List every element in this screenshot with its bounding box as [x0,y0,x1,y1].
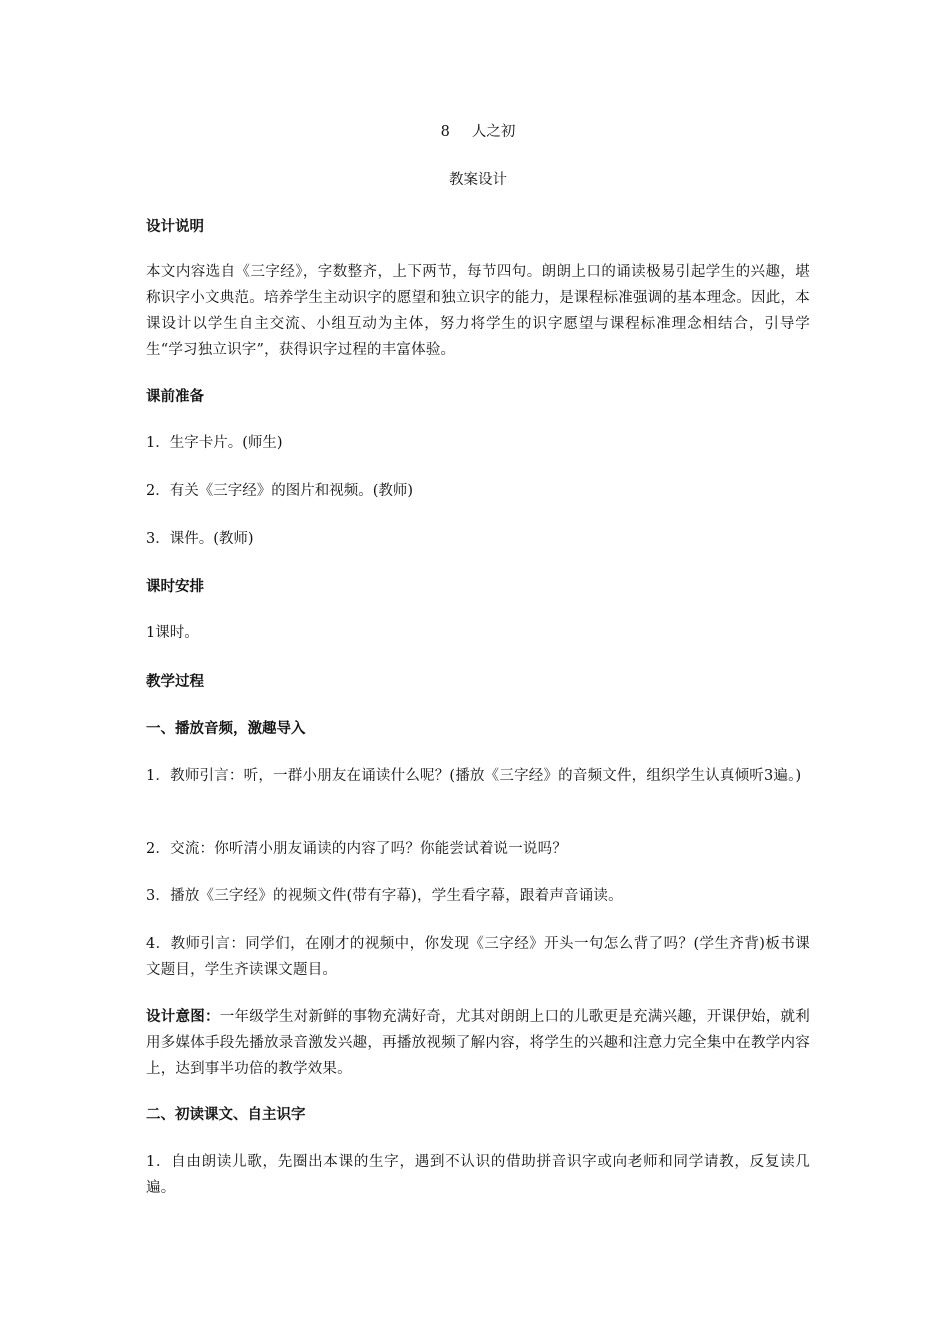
schedule-text: 1课时。 [146,625,199,641]
heading-schedule: 课时安排 [146,579,204,595]
heading-design-note: 设计说明 [146,219,204,235]
document-subtitle: 教案设计 [449,172,507,188]
heading-part1: 一、播放音频，激趣导入 [146,721,306,737]
preparation-item: 2．有关《三字经》的图片和视频。(教师) [146,483,414,499]
heading-part2: 二、初读课文、自主识字 [146,1107,306,1123]
design-intent-label: 设计意图： [146,1009,220,1025]
lesson-title [146,119,810,145]
document-page [146,0,810,1344]
lesson-title-text: 人之初 [471,124,516,140]
preparation-item: 3．课件。(教师) [146,531,254,547]
part1-item: 1．教师引言：听，一群小朋友在诵读什么呢？(播放《三字经》的音频文件，组织学生认真倾听3遍。) [146,768,802,784]
part1-item: 4．教师引言：同学们，在刚才的视频中，你发现《三字经》开头一句怎么背了吗？(学生齐背)板书课文题目，学生齐读课文题目。 [146,936,810,978]
design-intent-text: 一年级学生对新鲜的事物充满好奇，尤其对朗朗上口的儿歌更是充满兴趣，开课伊始，就利用多媒体手段先播放录音激发兴趣，再播放视频了解内容，将学生的兴趣和注意力完全集中在教学内容上，达到事半功倍的教学效果。 [146,1009,811,1077]
design-intent-paragraph [146,1004,810,1082]
part2-item: 1．自由朗读儿歌，先圈出本课的生字，遇到不认识的借助拼音识字或向老师和同学请教，反复读几遍。 [146,1154,810,1196]
design-note-paragraph: 本文内容选自《三字经》，字数整齐，上下两节，每节四句。朗朗上口的诵读极易引起学生的兴趣，堪称识字小文典范。培养学生主动识字的愿望和独立识字的能力，是课程标准强调的基本理念。因此，本课设计以学生自主交流、小组互动为主体，努力将学生的识字愿望与课程标准理念相结合，引导学生“学习独立识字”，获得识字过程的丰富体验。 [146,264,810,358]
preparation-item: 1．生字卡片。(师生) [146,435,283,451]
heading-preparation: 课前准备 [146,389,204,405]
heading-process: 教学过程 [146,674,204,690]
part1-item: 2．交流：你听清小朋友诵读的内容了吗？你能尝试着说一说吗？ [146,841,568,857]
part1-item: 3．播放《三字经》的视频文件(带有字幕)，学生看字幕，跟着声音诵读。 [146,888,623,904]
lesson-number: 8 [440,124,450,140]
